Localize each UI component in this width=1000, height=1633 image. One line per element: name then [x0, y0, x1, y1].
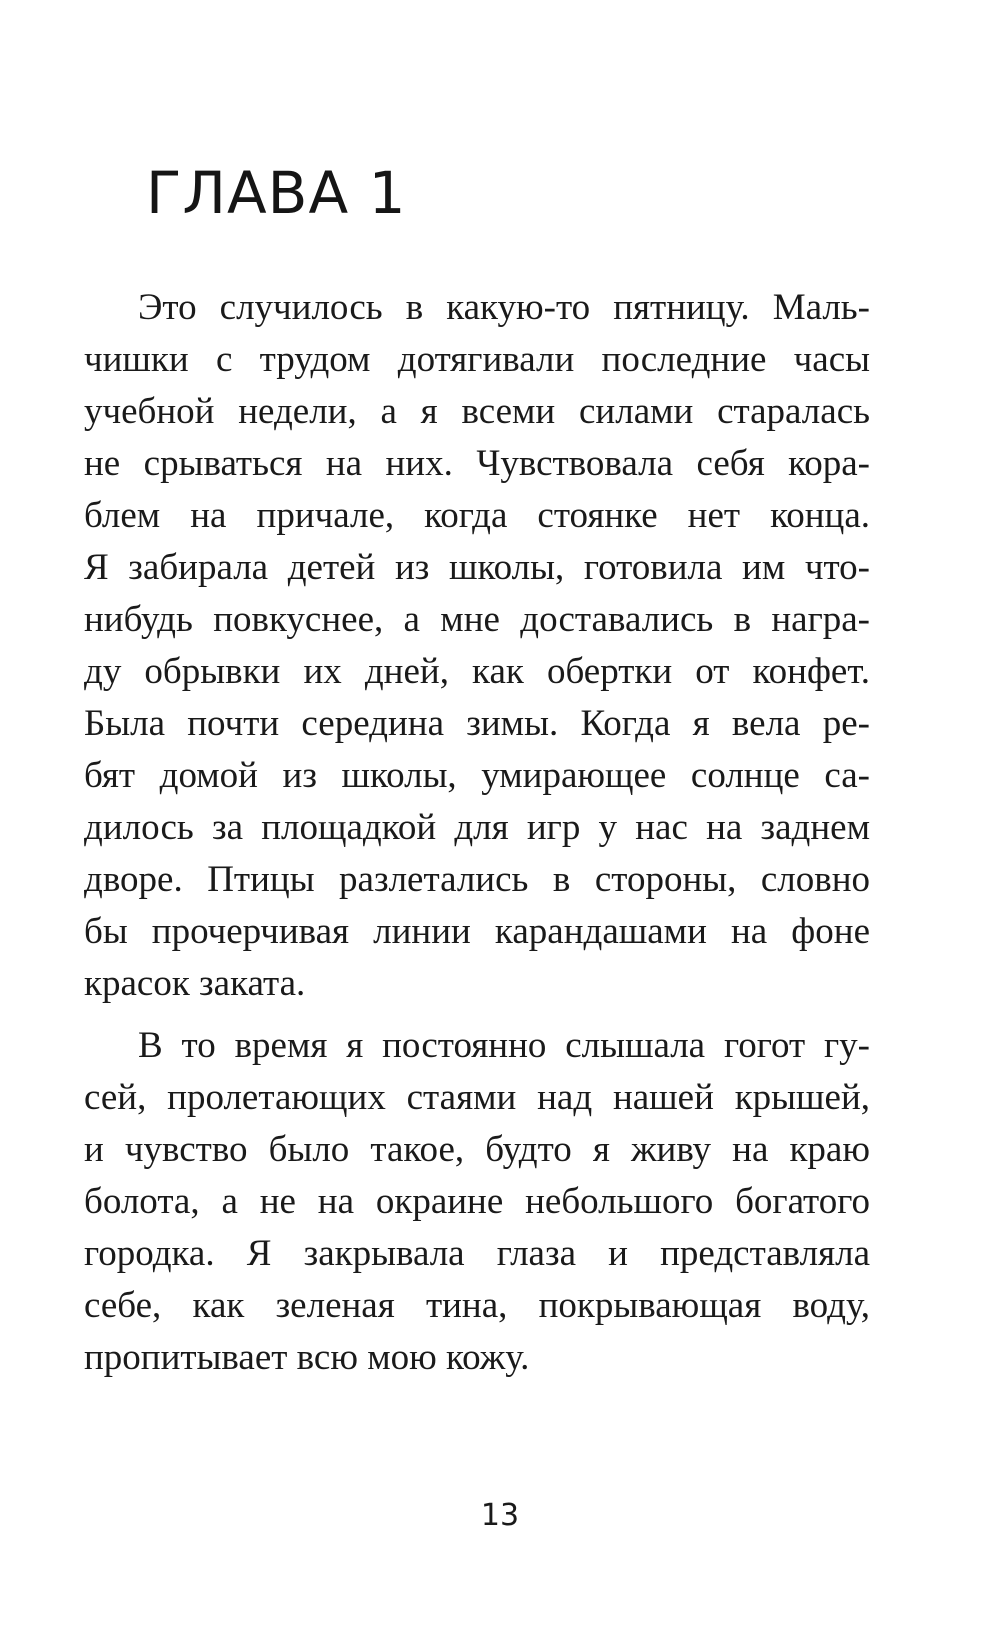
text-line: бы прочерчивая линии карандашами на фоне — [84, 911, 870, 952]
text-line: пропитывает всю мою кожу. — [84, 1337, 530, 1378]
text-line: ду обрывки их дней, как обертки от конфет. — [84, 651, 870, 692]
text-line: учебной недели, а я всеми силами старалась — [84, 391, 870, 432]
text-line: красок заката. — [84, 963, 306, 1004]
text-line: чишки с трудом дотягивали последние часы — [84, 339, 870, 380]
paragraph-gap — [84, 1010, 870, 1020]
text-line: Была почти середина зимы. Когда я вела ре- — [84, 703, 870, 744]
text-line: дилось за площадкой для игр у нас на заднем — [84, 807, 870, 848]
text-line: В то время я постоянно слышала гогот гу- — [138, 1025, 870, 1066]
text-line: Это случилось в какую-то пятницу. Маль- — [138, 287, 870, 328]
text-line: нибудь повкуснее, а мне доставались в награ- — [84, 599, 870, 640]
text-line: городка. Я закрывала глаза и представляла — [84, 1233, 870, 1274]
text-line: болота, а не на окраине небольшого богатого — [84, 1181, 870, 1222]
page-number: 13 — [480, 1498, 520, 1533]
text-line: не срываться на них. Чувствовала себя кора- — [84, 443, 870, 484]
text-line: Я забирала детей из школы, готовила им что- — [84, 547, 870, 588]
text-line: сей, пролетающих стаями над нашей крышей, — [84, 1077, 870, 1118]
chapter-title: ГЛАВА 1 — [146, 159, 407, 227]
text-line: дворе. Птицы разлетались в стороны, словно — [84, 859, 870, 900]
body-text — [84, 282, 870, 1384]
text-line: блем на причале, когда стоянке нет конца. — [84, 495, 870, 536]
text-line: бят домой из школы, умирающее солнце са- — [84, 755, 870, 796]
paragraph-2 — [84, 1020, 870, 1384]
text-line: себе, как зеленая тина, покрывающая воду, — [84, 1285, 870, 1326]
text-line: и чувство было такое, будто я живу на краю — [84, 1129, 870, 1170]
paragraph-1 — [84, 282, 870, 1010]
